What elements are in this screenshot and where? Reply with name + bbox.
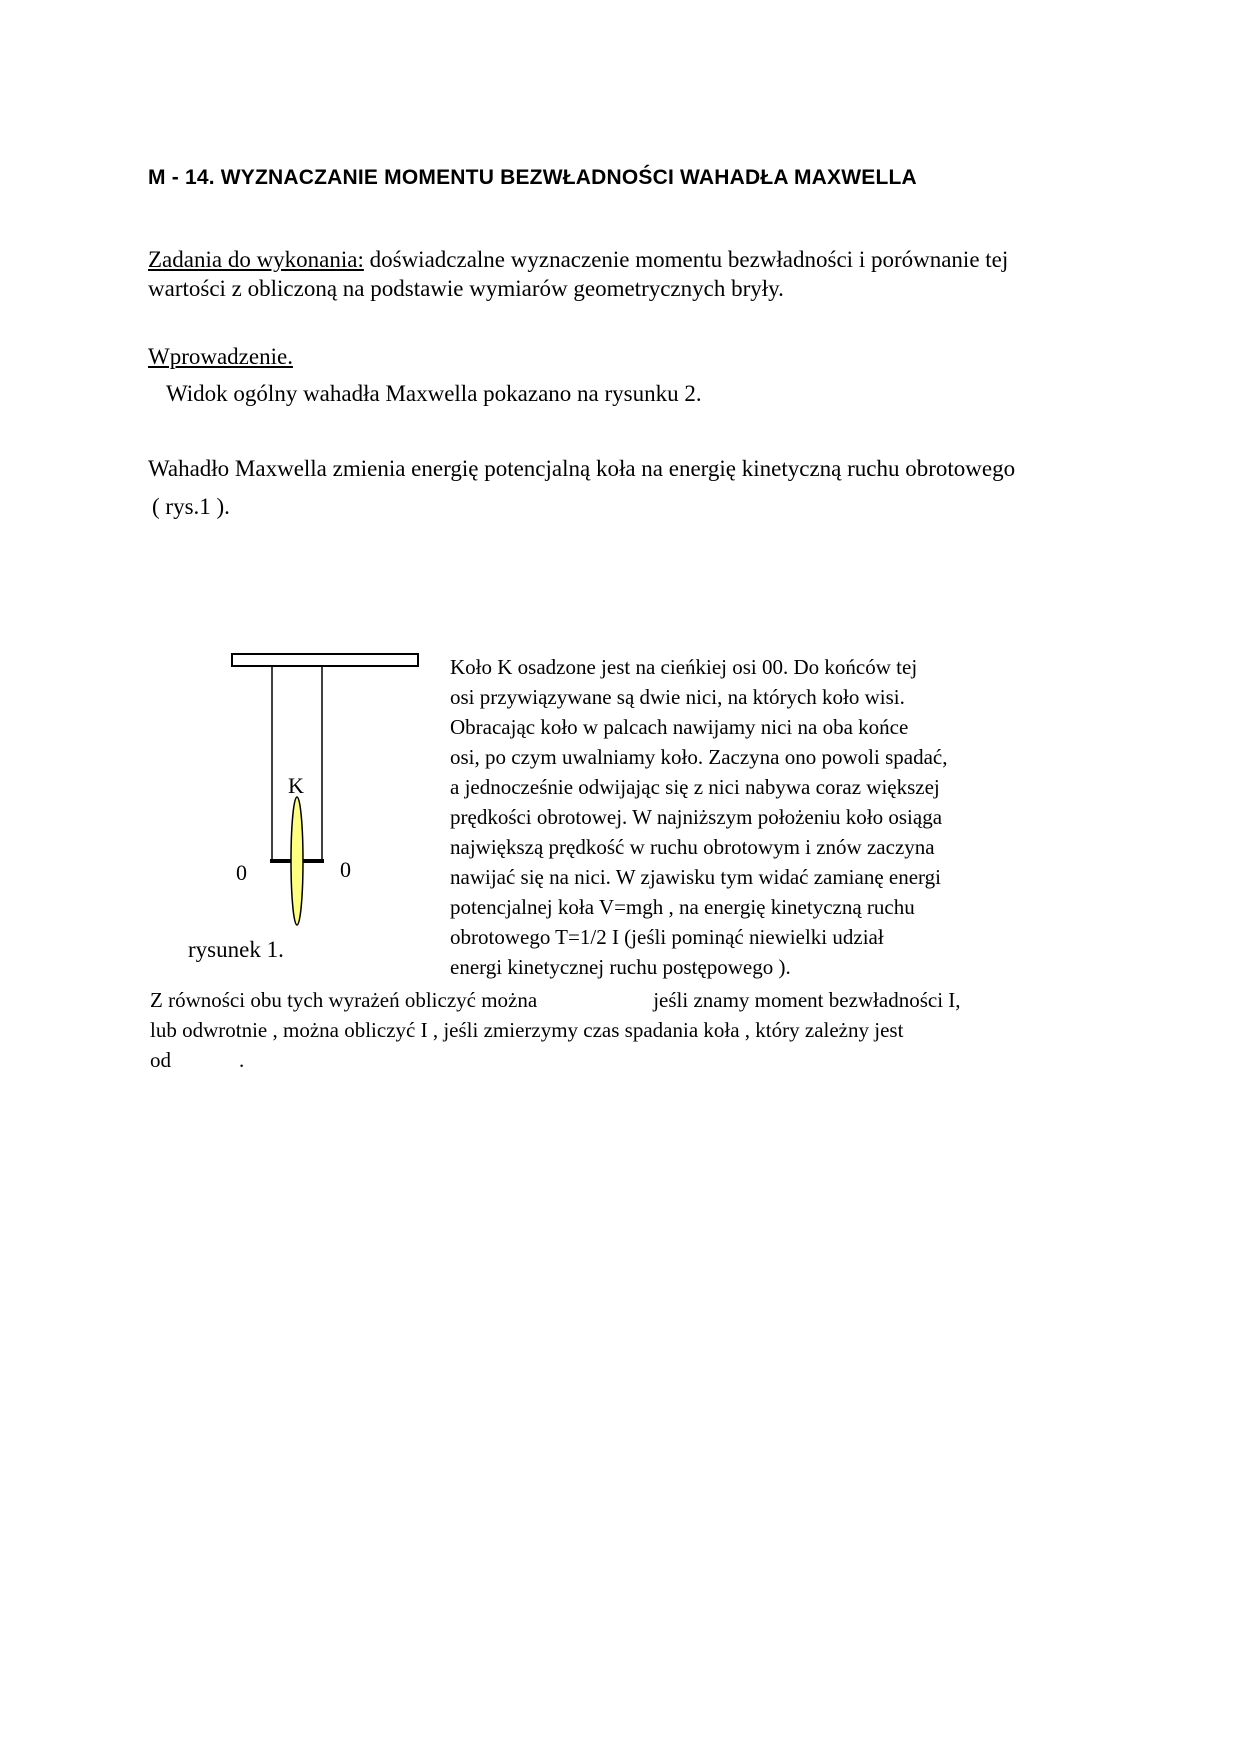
conclusion-line-1 [150, 985, 961, 1015]
support-bar [232, 654, 418, 666]
energy-line-1: Wahadło Maxwella zmienia energię potencjalną koła na energię kinetyczną ruchu obrotowego [148, 456, 1016, 481]
tasks-text-1: doświadczalne wyznaczenie momentu bezwładności i porównanie tej [363, 247, 1009, 272]
description-line: osi, po czym uwalniamy koło. Zaczyna ono powoli spadać, [450, 745, 948, 769]
conclusion-line-3 [150, 1045, 244, 1075]
conclusion-tail-3: . [239, 1048, 245, 1072]
description-line: potencjalnej koła V=mgh , na energię kinetyczną ruchu [450, 895, 915, 919]
description-line: a jednocześnie odwijając się z nici nabywa coraz większej [450, 775, 940, 799]
tasks-line-2: wartości z obliczoną na podstawie wymiarów geometrycznych bryły. [148, 276, 784, 301]
conclusion-text-2: lub odwrotnie , można obliczyć I , jeśli zmierzymy czas spadania koła , który zależny jest [150, 1018, 904, 1042]
figure-description [450, 652, 947, 982]
energy-line-2: ( rys.1 ). [152, 494, 230, 519]
description-line: osi przywiązywane są dwie nici, na których koło wisi. [450, 685, 905, 709]
description-line: nawijać się na nici. W zjawisku tym widać zamianę energi [450, 865, 941, 889]
maxwell-pendulum-figure [220, 640, 430, 930]
description-line: obrotowego T=1/2 I (jeśli pominąć niewielki udział [450, 925, 884, 949]
description-line: prędkości obrotowej. W najniższym położeniu koło osiąga [450, 805, 943, 829]
description-line: energi kinetycznej ruchu postępowego ). [450, 955, 791, 979]
label-axis-left: 0 [236, 860, 247, 885]
intro-heading: Wprowadzenie. [148, 344, 293, 369]
conclusion-line-2 [150, 1015, 903, 1045]
conclusion-text-1: Z równości obu tych wyrażeń obliczyć można [150, 988, 538, 1012]
figure-caption: rysunek 1. [188, 937, 284, 962]
intro-line-1: Widok ogólny wahadła Maxwella pokazano na rysunku 2. [166, 381, 702, 406]
label-k: K [288, 773, 304, 798]
tasks-line-1 [148, 245, 1008, 274]
conclusion-tail-1: jeśli znamy moment bezwładności I, [653, 988, 961, 1012]
page-title: M - 14. WYZNACZANIE MOMENTU BEZWŁADNOŚCI WAHADŁA MAXWELLA [148, 166, 917, 189]
wheel-disc [291, 797, 303, 925]
description-line: największą prędkość w ruchu obrotowym i znów zaczyna [450, 835, 935, 859]
label-axis-right: 0 [340, 857, 351, 882]
description-line: Koło K osadzone jest na cieńkiej osi 00. Do końców tej [450, 655, 918, 679]
description-line: Obracając koło w palcach nawijamy nici na oba końce [450, 715, 909, 739]
conclusion-text-3: od [150, 1048, 171, 1072]
tasks-label: Zadania do wykonania: [148, 247, 364, 272]
